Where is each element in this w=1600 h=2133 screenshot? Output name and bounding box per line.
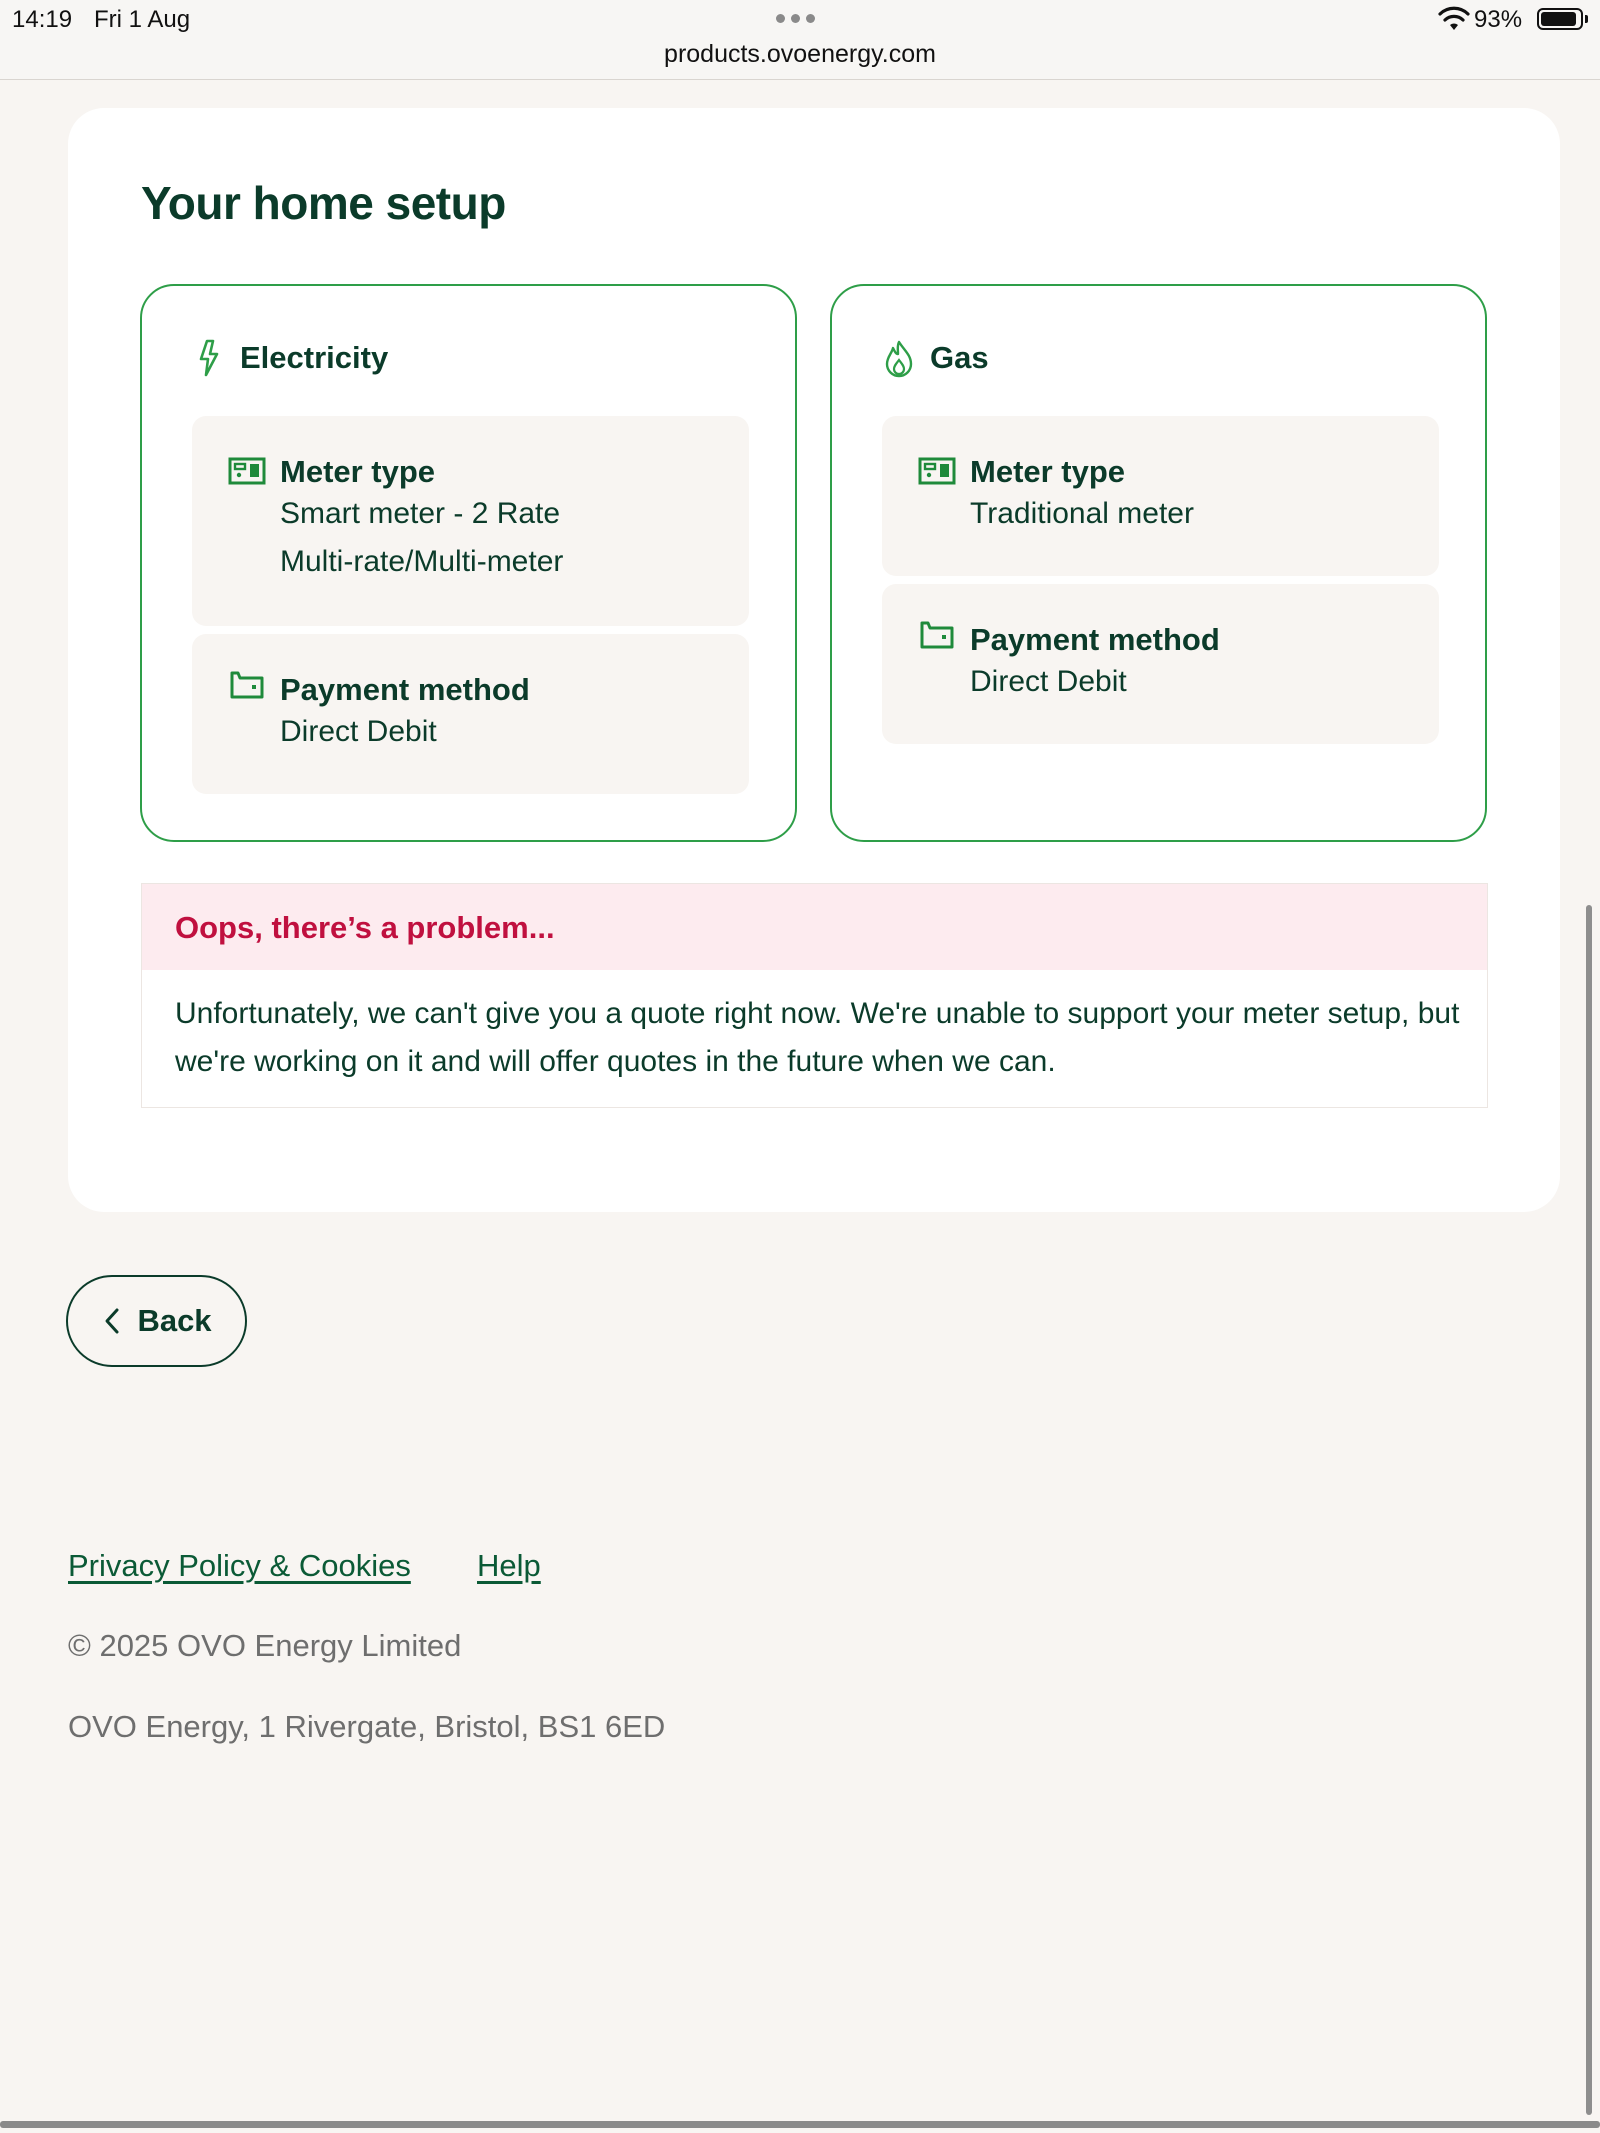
electricity-header	[194, 338, 388, 378]
battery-tip	[1585, 15, 1588, 23]
electricity-payment-box	[192, 634, 749, 794]
status-date: Fri 1 Aug	[94, 6, 191, 33]
back-button-label: Back	[137, 1303, 212, 1338]
status-time: 14:19	[12, 6, 73, 33]
page-title: Your home setup	[141, 177, 506, 229]
page-scrollbar[interactable]	[1586, 905, 1592, 2115]
lightning-icon	[194, 338, 224, 378]
gas-meter-type-box	[882, 416, 1439, 576]
meter-icon	[228, 456, 266, 486]
flame-icon	[884, 338, 914, 378]
browser-status-bar	[0, 0, 1600, 80]
battery-icon	[1537, 8, 1583, 30]
meter-icon	[918, 456, 956, 486]
gas-payment-box	[882, 584, 1439, 744]
error-alert-title: Oops, there’s a problem...	[175, 910, 555, 945]
error-alert	[141, 883, 1488, 1108]
meter-type-title: Meter type	[970, 454, 1126, 489]
error-alert-message: Unfortunately, we can't give you a quote right now. We're unable to support your meter setup, but we're working on it and will offer quotes in the future when we can.	[175, 997, 1460, 1078]
home-indicator	[0, 2121, 1600, 2128]
chevron-left-icon	[101, 1306, 123, 1336]
payment-method-value: Direct Debit	[280, 715, 437, 748]
error-alert-header	[142, 884, 1487, 970]
meter-type-value-line1: Smart meter - 2 Rate	[280, 497, 561, 530]
more-dots-icon[interactable]	[776, 8, 815, 23]
meter-type-value: Traditional meter	[970, 497, 1194, 530]
copyright-text: © 2025 OVO Energy Limited	[68, 1628, 462, 1663]
gas-header	[884, 338, 989, 378]
wallet-icon	[918, 620, 956, 650]
electricity-panel	[140, 284, 797, 842]
wifi-icon	[1438, 6, 1470, 32]
meter-type-value-line2: Multi-rate/Multi-meter	[280, 545, 564, 578]
back-button[interactable]	[66, 1275, 247, 1367]
payment-method-value: Direct Debit	[970, 665, 1127, 698]
battery-percent: 93%	[1474, 6, 1523, 33]
privacy-policy-link[interactable]: Privacy Policy & Cookies	[68, 1548, 411, 1583]
gas-panel	[830, 284, 1487, 842]
payment-method-title: Payment method	[970, 622, 1220, 657]
address-bar-url[interactable]: products.ovoenergy.com	[664, 40, 936, 68]
company-address: OVO Energy, 1 Rivergate, Bristol, BS1 6ED	[68, 1709, 666, 1744]
payment-method-title: Payment method	[280, 672, 530, 707]
wallet-icon	[228, 670, 266, 700]
help-link[interactable]: Help	[477, 1548, 541, 1583]
electricity-meter-type-box	[192, 416, 749, 626]
meter-type-title: Meter type	[280, 454, 436, 489]
electricity-label: Electricity	[240, 340, 389, 375]
gas-label: Gas	[930, 340, 989, 375]
